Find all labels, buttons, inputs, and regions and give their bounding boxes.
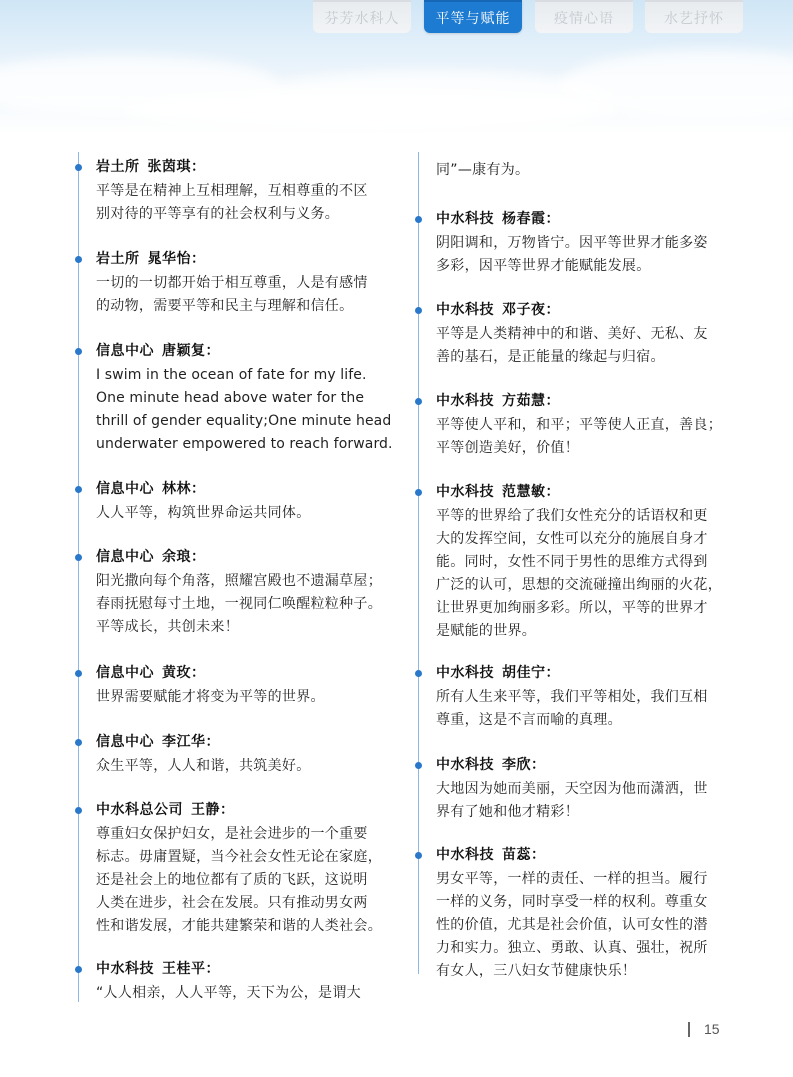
entry-text-line: 善的基石，是正能量的缘起与归宿。	[436, 349, 665, 365]
entry-text-line: 一样的义务，同时享受一样的权利。尊重女	[436, 894, 708, 910]
entry-text-line: 尊重妇女保护妇女，是社会进步的一个重要	[96, 826, 368, 842]
entry-author: 岩土所 张茵琪：	[96, 159, 206, 175]
timeline-line	[418, 152, 419, 974]
entry-text-line: 平等创造美好，价值！	[436, 440, 579, 456]
bullet-dot-icon	[415, 216, 422, 223]
bullet-dot-icon	[415, 852, 422, 859]
timeline-line	[78, 152, 79, 1002]
entry-text-line: 男女平等，一样的责任、一样的担当。履行	[436, 871, 708, 887]
entry-text-line: 力和实力。独立、勇敢、认真、强壮，祝所	[436, 940, 708, 956]
entry-text-line: 标志。毋庸置疑，当今社会女性无论在家庭，	[96, 849, 382, 865]
entry-text-line: 界有了她和他才精彩！	[436, 804, 579, 820]
page-number-divider	[688, 1022, 690, 1037]
entry-text-line: 的动物，需要平等和民主与理解和信任。	[96, 298, 354, 314]
bullet-dot-icon	[75, 670, 82, 677]
entry-text-line: I swim in the ocean of fate for my life.	[96, 367, 367, 383]
tab-water-art[interactable]: 水艺抒怀	[645, 0, 743, 33]
entry-text-line: 阳光撒向每个角落，照耀宫殿也不遗漏草屋；	[96, 573, 382, 589]
entry-text-line: One minute head above water for the	[96, 390, 365, 406]
bullet-dot-icon	[415, 398, 422, 405]
entry-author: 中水科技 李欣：	[436, 757, 546, 773]
entry-text-line: 春雨抚慰每寸土地，一视同仁唤醒粒粒种子。	[96, 596, 382, 612]
entry-text-line: 平等成长，共创未来！	[96, 619, 239, 635]
entry-author: 中水科技 王桂平：	[96, 961, 220, 977]
right-column	[418, 152, 722, 979]
entry-text-line: 性的价值，尤其是社会价值，认可女性的潜	[436, 917, 708, 933]
continued-text-line: 同”—康有为。	[436, 162, 530, 178]
bullet-dot-icon	[415, 489, 422, 496]
entry-text-line: underwater empowered to reach forward.	[96, 436, 393, 452]
tab-epidemic-thoughts[interactable]: 疫情心语	[535, 0, 633, 33]
entry-text-line: 一切的一切都开始于相互尊重，人是有感情	[96, 275, 368, 291]
entry-author: 信息中心 唐颖复：	[96, 343, 220, 359]
entry-text-line: 人人平等，构筑世界命运共同体。	[96, 505, 311, 521]
bullet-dot-icon	[75, 486, 82, 493]
bullet-dot-icon	[415, 307, 422, 314]
bullet-dot-icon	[75, 164, 82, 171]
entry-text-line: 性和谐发展，才能共建繁荣和谐的人类社会。	[96, 918, 382, 934]
entry-text-line: 还是社会上的地位都有了质的飞跃，这说明	[96, 872, 368, 888]
entry-author: 信息中心 黄玫：	[96, 665, 206, 681]
entry-author: 中水科技 苗蕊：	[436, 847, 546, 863]
entry-text-line: 是赋能的世界。	[436, 623, 537, 639]
tab-equality-empowerment[interactable]: 平等与赋能	[424, 0, 522, 33]
entry-text-line: 平等是在精神上互相理解，互相尊重的不区	[96, 183, 368, 199]
tab-fragrant-staff[interactable]: 芬芳水科人	[313, 0, 411, 33]
entry-text-line: 尊重，这是不言而喻的真理。	[436, 712, 622, 728]
bullet-dot-icon	[75, 966, 82, 973]
entry-author: 中水科技 邓子夜：	[436, 302, 560, 318]
bullet-dot-icon	[415, 670, 422, 677]
bullet-dot-icon	[75, 348, 82, 355]
entry-text-line: 大的发挥空间，女性可以充分的施展自身才	[436, 531, 708, 547]
entry-author: 信息中心 林林：	[96, 481, 206, 497]
entry-author: 岩土所 晁华怡：	[96, 251, 206, 267]
entry-text-line: “人人相亲，人人平等，天下为公，是谓大	[96, 985, 361, 1001]
bullet-dot-icon	[75, 807, 82, 814]
entry-text-line: 大地因为她而美丽，天空因为他而潇洒，世	[436, 781, 708, 797]
entry-text-line: 让世界更加绚丽多彩。所以，平等的世界才	[436, 600, 708, 616]
entry-text-line: 多彩，因平等世界才能赋能发展。	[436, 258, 651, 274]
entry-text-line: 众生平等，人人和谐，共筑美好。	[96, 758, 311, 774]
entry-text-line: 广泛的认可，思想的交流碰撞出绚丽的火花，	[436, 577, 722, 593]
bullet-dot-icon	[75, 739, 82, 746]
entry-text-line: 能。同时，女性不同于男性的思维方式得到	[436, 554, 708, 570]
entry-author: 中水科技 方茹慧：	[436, 393, 560, 409]
entry-text-line: 平等的世界给了我们女性充分的话语权和更	[436, 508, 708, 524]
entry-text-line: 有女人，三八妇女节健康快乐！	[436, 963, 637, 979]
bullet-dot-icon	[75, 554, 82, 561]
entry-text-line: 世界需要赋能才将变为平等的世界。	[96, 689, 325, 705]
entry-author: 中水科技 胡佳宁：	[436, 665, 560, 681]
entry-text-line: 平等使人平和，和平；平等使人正直，善良；	[436, 417, 722, 433]
entry-text-line: thrill of gender equality;One minute head	[96, 413, 392, 429]
entry-text-line: 所有人生来平等，我们平等相处，我们互相	[436, 689, 708, 705]
entry-author: 中水科技 范慧敏：	[436, 484, 560, 500]
bullet-dot-icon	[75, 256, 82, 263]
entry-author: 信息中心 李江华：	[96, 734, 220, 750]
entry-text-line: 别对待的平等享有的社会权利与义务。	[96, 206, 340, 222]
entry-text-line: 人类在进步，社会在发展。只有推动男女两	[96, 895, 368, 911]
bullet-dot-icon	[415, 762, 422, 769]
entry-author: 信息中心 余琅：	[96, 549, 206, 565]
page-number: 15	[704, 1021, 720, 1037]
entry-author: 中水科总公司 王静：	[96, 802, 235, 818]
entry-text-line: 平等是人类精神中的和谐、美好、无私、友	[436, 326, 708, 342]
left-column	[78, 152, 393, 1002]
entry-text-line: 阴阳调和，万物皆宁。因平等世界才能多姿	[436, 235, 708, 251]
entry-author: 中水科技 杨春霞：	[436, 211, 560, 227]
